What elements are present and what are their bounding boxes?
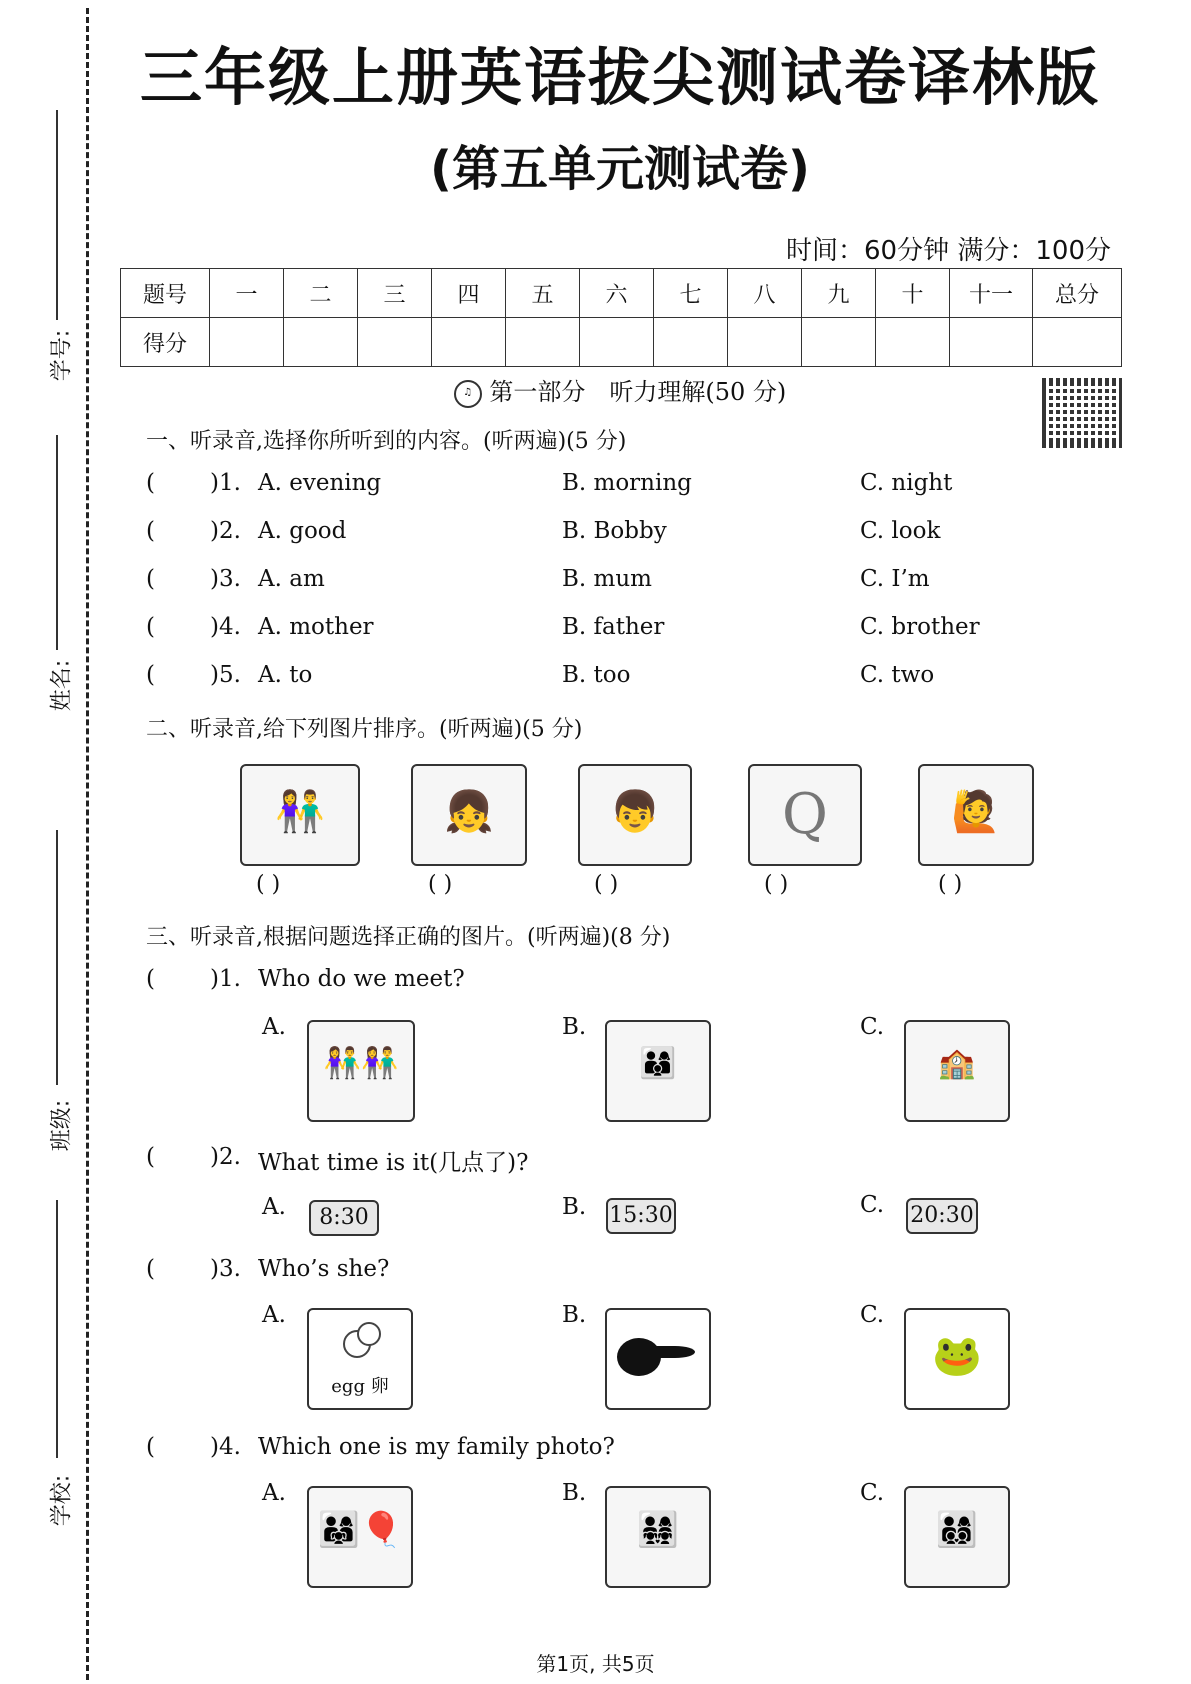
student-id-line[interactable] xyxy=(56,110,58,320)
option-b: B. mum xyxy=(562,566,652,592)
question-number: )4. xyxy=(210,1434,241,1460)
page-number: 第1页, 共5页 xyxy=(536,1652,655,1676)
s3q3-option-c-image[interactable] xyxy=(904,1308,1010,1410)
girl-icon: 👧 xyxy=(444,789,494,835)
children-group-icon: 👫👫 xyxy=(323,1046,399,1081)
option-b: B. Bobby xyxy=(562,518,667,544)
class-line[interactable] xyxy=(56,830,58,1085)
question-number: )3. xyxy=(210,566,241,592)
s3q1-option-a-image[interactable] xyxy=(307,1020,415,1122)
s3-question-4 xyxy=(146,1434,1106,1464)
option-b: B. father xyxy=(562,614,665,640)
option-a-label: A. xyxy=(262,1014,286,1040)
option-b: B. too xyxy=(562,662,631,688)
school-field[interactable] xyxy=(30,1200,80,1530)
header-cell: 六 xyxy=(580,269,654,318)
question-number: )5. xyxy=(210,662,241,688)
option-b-label: B. xyxy=(562,1194,587,1220)
waving-boy-icon: 🙋 xyxy=(951,789,1001,835)
s2-answer-4[interactable]: ( ) xyxy=(764,872,789,897)
option-c: C. look xyxy=(860,518,941,544)
page-subtitle: (第五单元测试卷) xyxy=(430,141,810,197)
s2-answer-3[interactable]: ( ) xyxy=(594,872,619,897)
header-cell: 二 xyxy=(284,269,358,318)
score-cell[interactable] xyxy=(358,318,432,367)
question-number: )2. xyxy=(210,1144,241,1170)
answer-blank[interactable]: ( xyxy=(146,566,155,592)
option-c: C. brother xyxy=(860,614,980,640)
binding-margin xyxy=(0,0,110,1684)
s1-question-2 xyxy=(146,518,1106,548)
header-cell: 总分 xyxy=(1033,269,1122,318)
score-table-header-row xyxy=(121,269,1122,318)
header-cell: 九 xyxy=(802,269,876,318)
section3-title: 三、听录音,根据问题选择正确的图片。(听两遍)(8 分) xyxy=(146,925,671,950)
option-c-label: C. xyxy=(860,1480,885,1506)
score-cell[interactable] xyxy=(950,318,1033,367)
question-number: )1. xyxy=(210,470,241,496)
name-line[interactable] xyxy=(56,435,58,650)
header-cell: 一 xyxy=(210,269,284,318)
school-line[interactable] xyxy=(56,1200,58,1458)
option-c-label: C. xyxy=(860,1014,885,1040)
option-b-label: B. xyxy=(562,1480,587,1506)
section2-title: 二、听录音,给下列图片排序。(听两遍)(5 分) xyxy=(146,717,583,742)
score-cell[interactable] xyxy=(506,318,580,367)
score-cell[interactable] xyxy=(210,318,284,367)
part1-heading xyxy=(120,372,1120,408)
answer-blank[interactable]: ( xyxy=(146,662,155,688)
s3-question-1 xyxy=(146,966,1106,996)
children-icon: 👫 xyxy=(275,789,325,835)
option-b: B. morning xyxy=(562,470,692,496)
classroom-icon: 🏫 xyxy=(938,1046,976,1081)
school-label: 学校: xyxy=(49,1474,75,1527)
s2-answer-5[interactable]: ( ) xyxy=(938,872,963,897)
s2-picture-5 xyxy=(918,764,1034,866)
option-b-label: B. xyxy=(562,1014,587,1040)
page-title: 三年级上册英语拔尖测试卷译林版 xyxy=(139,41,1100,114)
class-field[interactable] xyxy=(30,830,80,1160)
name-field[interactable] xyxy=(30,435,80,735)
score-cell[interactable] xyxy=(580,318,654,367)
student-id-label: 学号: xyxy=(49,329,75,382)
s2-answer-2[interactable]: ( ) xyxy=(428,872,453,897)
s3q4-option-c-image[interactable] xyxy=(904,1486,1010,1588)
name-label: 姓名: xyxy=(49,659,75,712)
score-table xyxy=(120,268,1122,367)
part1-title: 第一部分 听力理解(50 分) xyxy=(489,378,787,406)
s2-picture-2 xyxy=(411,764,527,866)
egg-caption: egg 卵 xyxy=(331,1376,389,1397)
class-label: 班级: xyxy=(49,1099,75,1152)
time-info: 时间：60分钟 满分：100分 xyxy=(786,236,1111,266)
answer-blank[interactable]: ( xyxy=(146,1144,155,1170)
option-b-label: B. xyxy=(562,1302,587,1328)
header-cell: 七 xyxy=(654,269,728,318)
question-number: )1. xyxy=(210,966,241,992)
score-row-label: 得分 xyxy=(121,318,210,367)
s1-question-5 xyxy=(146,662,1106,692)
question-number: )3. xyxy=(210,1256,241,1282)
header-cell: 八 xyxy=(728,269,802,318)
question-text: Who do we meet? xyxy=(258,966,465,992)
headphones-icon: ♫ xyxy=(454,380,482,408)
s1-question-3 xyxy=(146,566,1106,596)
egg-icon-2 xyxy=(357,1322,381,1346)
answer-blank[interactable]: ( xyxy=(146,470,155,496)
option-c-label: C. xyxy=(860,1192,885,1218)
score-table-score-row xyxy=(121,318,1122,367)
s2-picture-4 xyxy=(748,764,862,866)
s3q1-option-b-image[interactable] xyxy=(605,1020,711,1122)
student-id-field[interactable] xyxy=(30,110,80,400)
family-icon: 👨‍👩‍👦 xyxy=(639,1046,677,1081)
option-a-label: A. xyxy=(262,1480,286,1506)
option-a: A. evening xyxy=(258,470,382,496)
family-balloons-icon: 👨‍👩‍👧🎈 xyxy=(317,1510,403,1550)
question-number: )4. xyxy=(210,614,241,640)
s2-picture-1 xyxy=(240,764,360,866)
answer-blank[interactable]: ( xyxy=(146,518,155,544)
header-cell: 题号 xyxy=(121,269,210,318)
answer-blank[interactable]: ( xyxy=(146,966,155,992)
s2-answer-1[interactable]: ( ) xyxy=(256,872,281,897)
option-a-label: A. xyxy=(262,1302,286,1328)
option-c-label: C. xyxy=(860,1302,885,1328)
answer-blank[interactable]: ( xyxy=(146,1434,155,1460)
s3q2-option-c-time[interactable]: 20:30 xyxy=(906,1198,978,1234)
question-text: Who’s she? xyxy=(258,1256,390,1282)
score-cell[interactable] xyxy=(1033,318,1122,367)
s3q4-option-b-image[interactable] xyxy=(605,1486,711,1588)
s3q1-option-c-image[interactable] xyxy=(904,1020,1010,1122)
question-text: Which one is my family photo? xyxy=(258,1434,615,1460)
s3q3-option-b-image[interactable] xyxy=(605,1308,711,1410)
boy-icon: 👦 xyxy=(610,789,660,835)
family-boys-icon: 👨‍👩‍👦‍👦 xyxy=(935,1510,979,1550)
cut-line xyxy=(86,8,89,1680)
s1-question-4 xyxy=(146,614,1106,644)
frog-icon: 🐸 xyxy=(932,1333,982,1379)
header-cell: 十一 xyxy=(950,269,1033,318)
header-cell: 四 xyxy=(432,269,506,318)
question-number: )2. xyxy=(210,518,241,544)
tadpole-tail xyxy=(655,1346,695,1358)
score-cell[interactable] xyxy=(654,318,728,367)
score-cell[interactable] xyxy=(802,318,876,367)
option-a: A. am xyxy=(258,566,325,592)
s2-picture-3 xyxy=(578,764,692,866)
s3-question-2 xyxy=(146,1144,1106,1174)
s3-question-3 xyxy=(146,1256,1106,1286)
answer-blank[interactable]: ( xyxy=(146,614,155,640)
header-cell: 三 xyxy=(358,269,432,318)
score-cell[interactable] xyxy=(728,318,802,367)
score-cell[interactable] xyxy=(876,318,950,367)
score-cell[interactable] xyxy=(432,318,506,367)
s1-question-1 xyxy=(146,470,1106,500)
option-c: C. I’m xyxy=(860,566,930,592)
header-cell: 十 xyxy=(876,269,950,318)
section1-title: 一、听录音,选择你所听到的内容。(听两遍)(5 分) xyxy=(146,429,627,454)
score-cell[interactable] xyxy=(284,318,358,367)
s3q4-option-a-image[interactable] xyxy=(307,1486,413,1588)
question-text: What time is it(几点了)? xyxy=(258,1150,529,1176)
s3q2-option-a-time[interactable]: 8:30 xyxy=(309,1200,379,1236)
answer-blank[interactable]: ( xyxy=(146,1256,155,1282)
option-c: C. night xyxy=(860,470,953,496)
family-girls-icon: 👨‍👩‍👧‍👧 xyxy=(636,1510,680,1550)
option-a-label: A. xyxy=(262,1194,286,1220)
option-c: C. two xyxy=(860,662,935,688)
letter-q-icon: Q xyxy=(782,782,828,847)
option-a: A. good xyxy=(258,518,347,544)
header-cell: 五 xyxy=(506,269,580,318)
option-a: A. mother xyxy=(258,614,374,640)
s3q3-option-a-image[interactable] xyxy=(307,1308,413,1410)
s3q2-option-b-time[interactable]: 15:30 xyxy=(606,1198,676,1234)
qr-code[interactable] xyxy=(1042,378,1122,448)
option-a: A. to xyxy=(258,662,313,688)
